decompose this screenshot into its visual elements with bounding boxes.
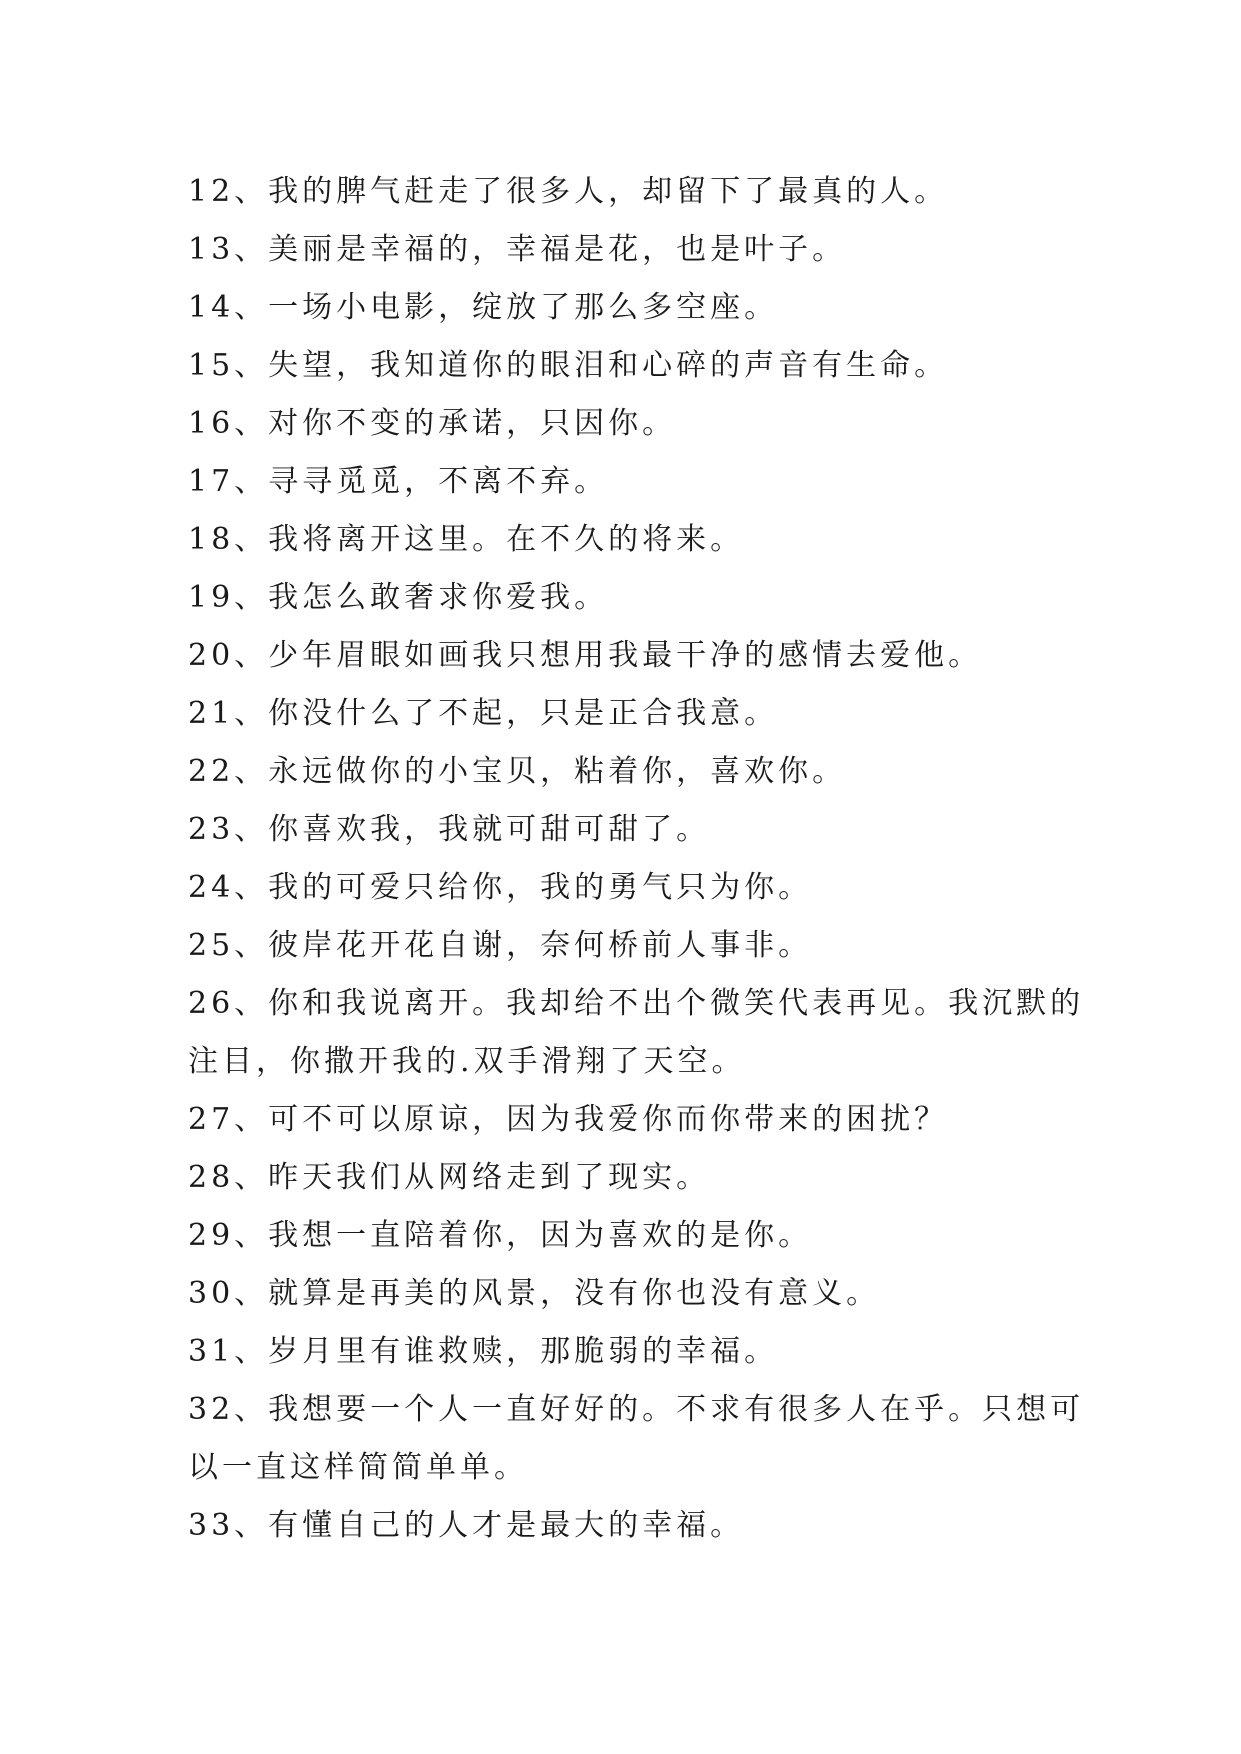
text-line: 22、永远做你的小宝贝，粘着你，喜欢你。 bbox=[188, 754, 847, 789]
text-line: 24、我的可爱只给你，我的勇气只为你。 bbox=[188, 870, 813, 905]
text-line: 28、昨天我们从网络走到了现实。 bbox=[188, 1160, 711, 1195]
text-line-continuation: 以一直这样简简单单。 bbox=[188, 1450, 528, 1485]
text-line: 27、可不可以原谅，因为我爱你而你带来的困扰？ bbox=[188, 1102, 949, 1137]
text-line: 25、彼岸花开花自谢，奈何桥前人事非。 bbox=[188, 928, 813, 963]
text-line: 23、你喜欢我，我就可甜可甜了。 bbox=[188, 812, 711, 847]
text-line-continuation: 注目，你撒开我的.双手滑翔了天空。 bbox=[188, 1044, 746, 1079]
text-line: 31、岁月里有谁救赎，那脆弱的幸福。 bbox=[188, 1334, 779, 1369]
text-line: 19、我怎么敢奢求你爱我。 bbox=[188, 580, 609, 615]
text-line: 12、我的脾气赶走了很多人，却留下了最真的人。 bbox=[188, 174, 949, 209]
text-line: 20、少年眉眼如画我只想用我最干净的感情去爱他。 bbox=[188, 638, 983, 673]
text-line: 29、我想一直陪着你，因为喜欢的是你。 bbox=[188, 1218, 813, 1253]
text-line: 13、美丽是幸福的，幸福是花，也是叶子。 bbox=[188, 232, 847, 267]
document-body bbox=[188, 163, 1085, 1555]
text-line: 16、对你不变的承诺，只因你。 bbox=[188, 406, 677, 441]
text-line: 32、我想要一个人一直好好的。不求有很多人在乎。只想可 bbox=[188, 1392, 1085, 1427]
text-line: 14、一场小电影，绽放了那么多空座。 bbox=[188, 290, 779, 325]
text-line: 17、寻寻觅觅，不离不弃。 bbox=[188, 464, 609, 499]
text-line: 15、失望，我知道你的眼泪和心碎的声音有生命。 bbox=[188, 348, 949, 383]
text-line: 18、我将离开这里。在不久的将来。 bbox=[188, 522, 745, 557]
text-line: 21、你没什么了不起，只是正合我意。 bbox=[188, 696, 779, 731]
text-line: 33、有懂自己的人才是最大的幸福。 bbox=[188, 1508, 745, 1543]
text-line: 26、你和我说离开。我却给不出个微笑代表再见。我沉默的 bbox=[188, 986, 1085, 1021]
text-line: 30、就算是再美的风景，没有你也没有意义。 bbox=[188, 1276, 881, 1311]
